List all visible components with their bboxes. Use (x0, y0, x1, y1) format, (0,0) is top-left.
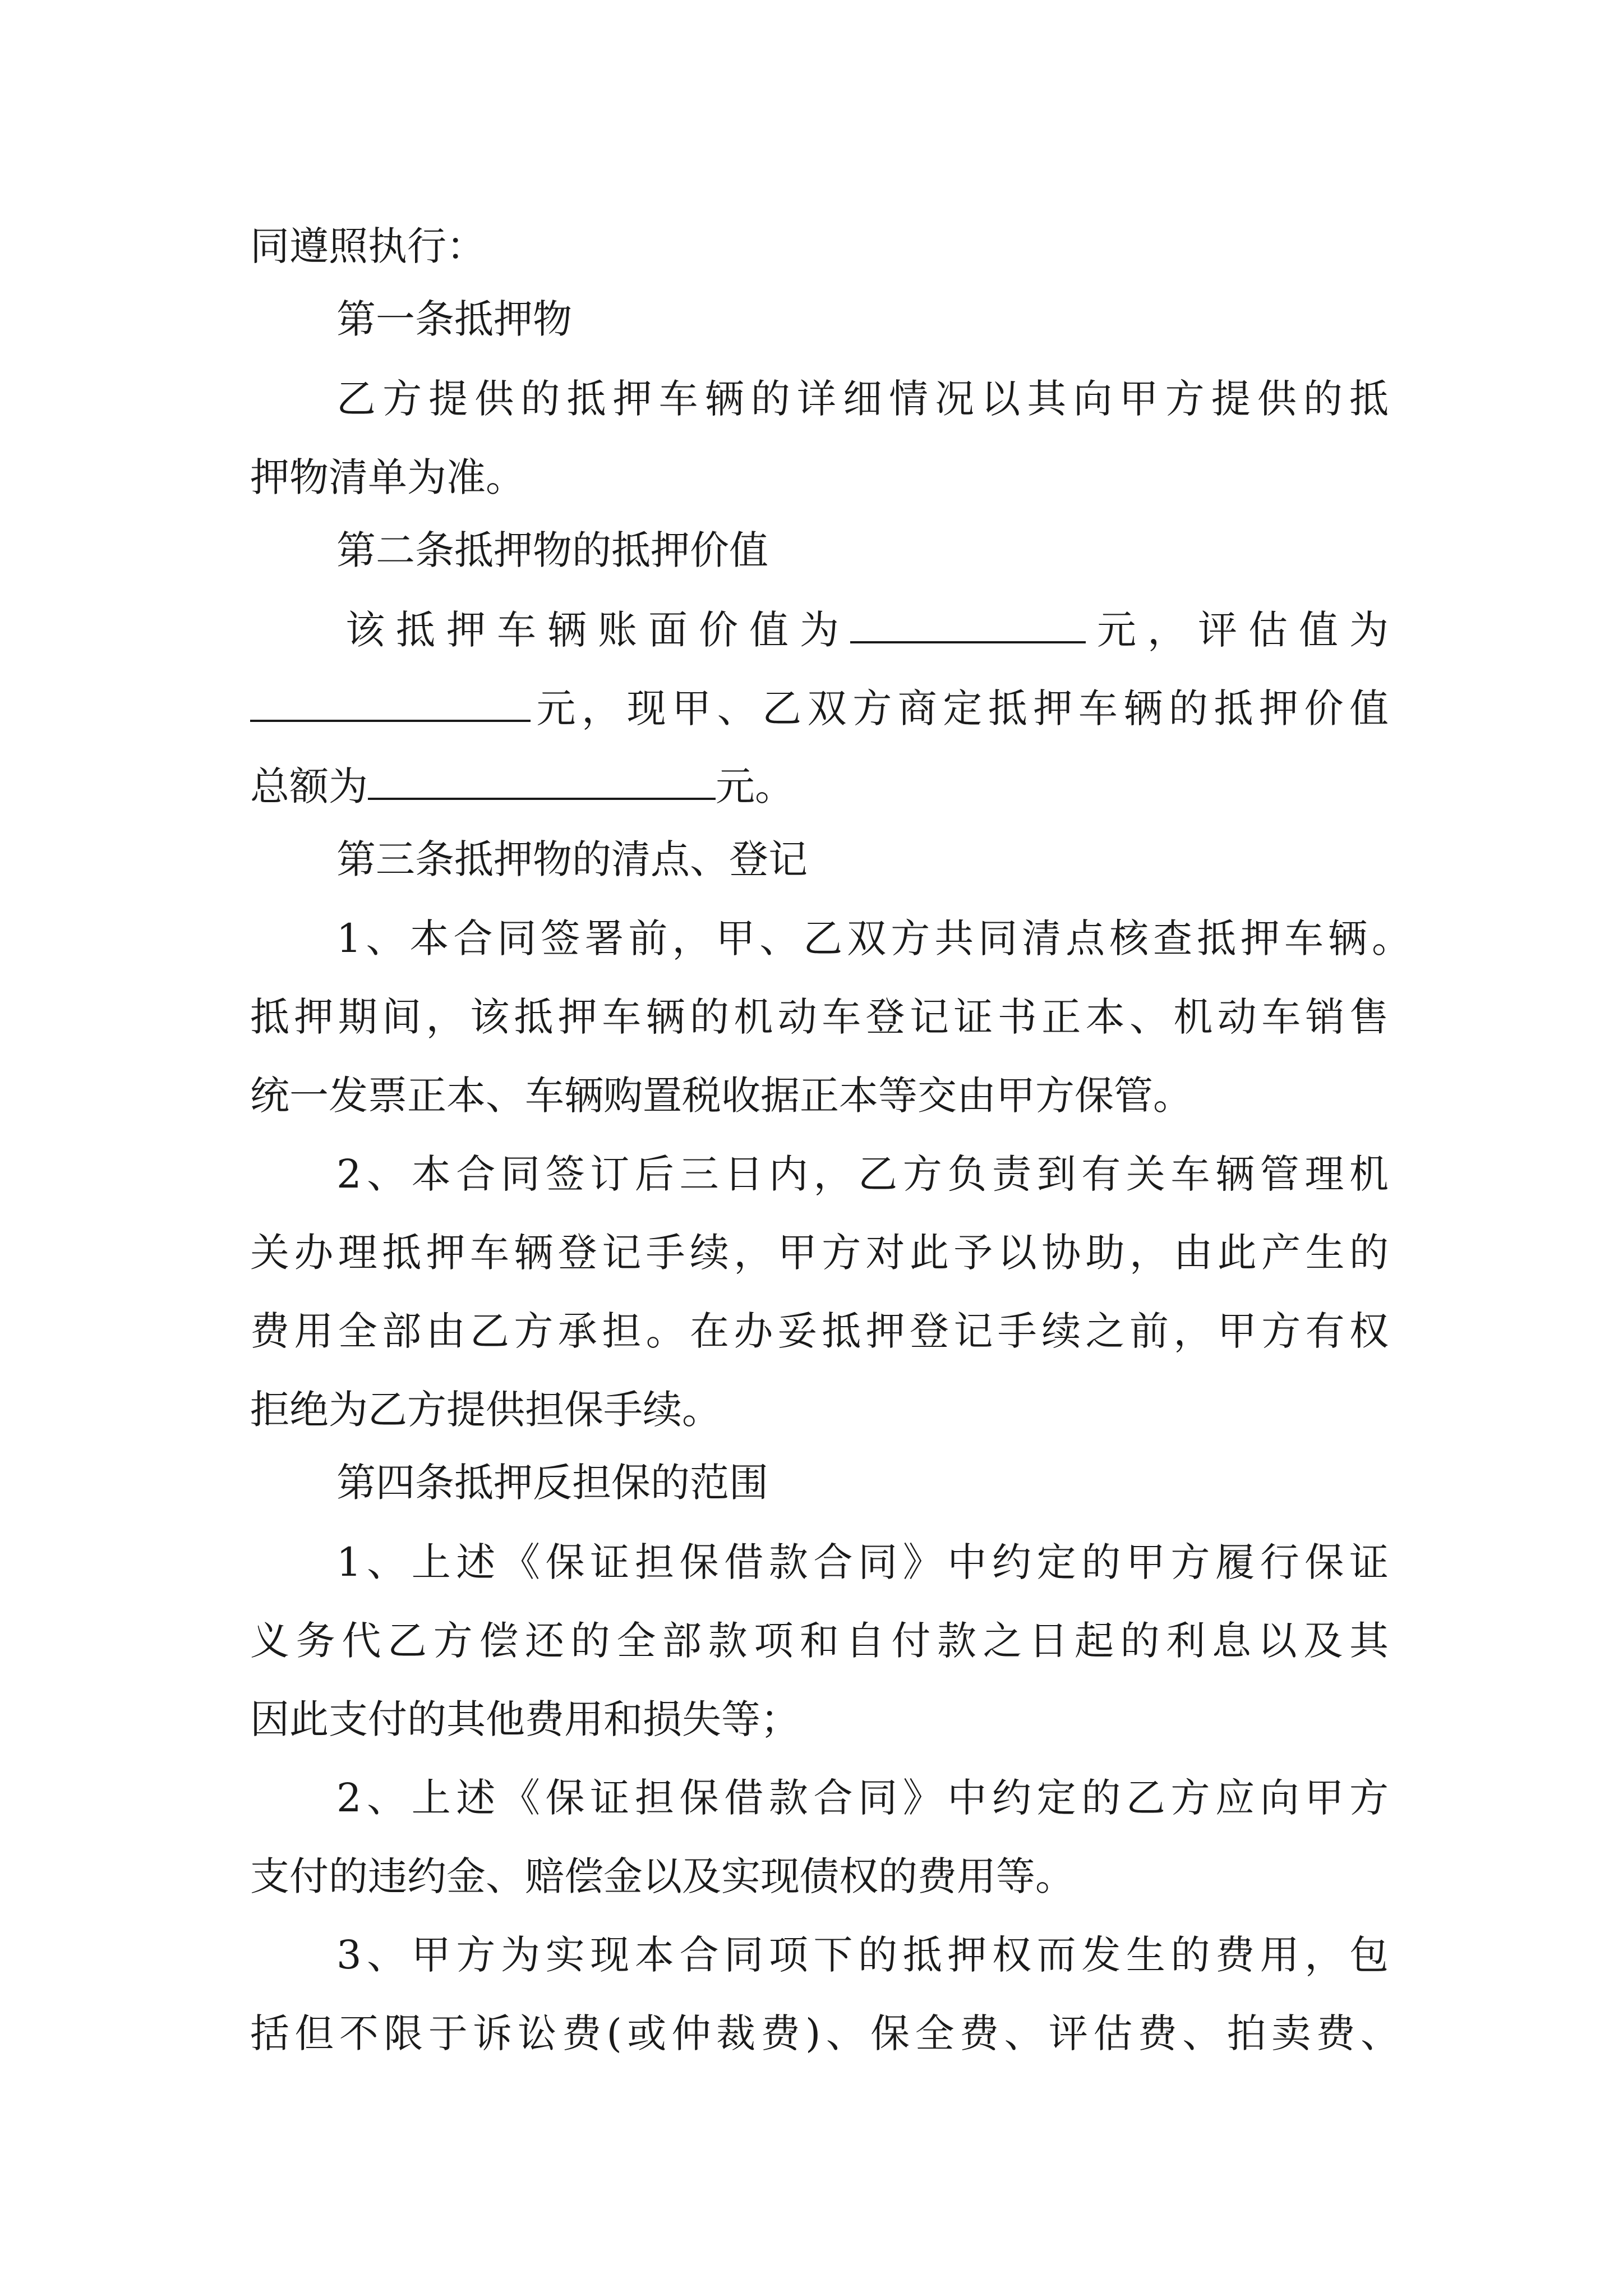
text-line: 关办理抵押车辆登记手续，甲方对此予以协助，由此产生的 (250, 1230, 1389, 1276)
text-line: 括但不限于诉讼费(或仲裁费)、保全费、评估费、拍卖费、 (250, 2010, 1400, 2056)
article-heading: 第二条抵押物的抵押价值 (336, 527, 768, 573)
text-line: 3、甲方为实现本合同项下的抵押权而发生的费用，包 (336, 1932, 1389, 1978)
text-line: 总额为 元。 (250, 763, 794, 809)
text-line: 2、本合同签订后三日内，乙方负责到有关车辆管理机 (336, 1151, 1389, 1197)
text-line: 抵押期间，该抵押车辆的机动车登记证书正本、机动车销售 (250, 994, 1389, 1040)
text-line: 1、上述《保证担保借款合同》中约定的甲方履行保证 (336, 1539, 1389, 1585)
text-line: 支付的违约金、赔偿金以及实现债权的费用等。 (250, 1853, 1075, 1899)
text-line: 乙方提供的抵押车辆的详细情况以其向甲方提供的抵 (336, 376, 1389, 422)
text-line: 该抵押车辆账面价值为 元，评估值为 (345, 607, 1389, 653)
text-line: 拒绝为乙方提供担保手续。 (250, 1387, 721, 1433)
text-line: 义务代乙方偿还的全部款项和自付款之日起的利息以及其 (250, 1618, 1389, 1664)
text-line: 押物清单为准。 (250, 454, 525, 500)
article-heading: 第三条抵押物的清点、登记 (336, 836, 808, 882)
text-line: 费用全部由乙方承担。在办妥抵押登记手续之前，甲方有权 (250, 1308, 1389, 1354)
fill-in-blank (368, 765, 716, 800)
article-heading: 第四条抵押反担保的范围 (336, 1460, 768, 1506)
text-line: 元，现甲、乙双方商定抵押车辆的抵押价值 (250, 675, 1389, 742)
text-line: 同遵照执行： (250, 223, 486, 269)
text-line: 因此支付的其他费用和损失等； (250, 1696, 800, 1742)
fill-in-blank (850, 609, 1086, 643)
text-line: 统一发票正本、车辆购置税收据正本等交由甲方保管。 (250, 1073, 1192, 1119)
article-heading: 第一条抵押物 (336, 296, 572, 342)
text-line: 1、本合同签署前，甲、乙双方共同清点核查抵押车辆。 (336, 915, 1411, 961)
text-line: 2、上述《保证担保借款合同》中约定的乙方应向甲方 (336, 1775, 1389, 1821)
fill-in-blank (250, 687, 531, 722)
